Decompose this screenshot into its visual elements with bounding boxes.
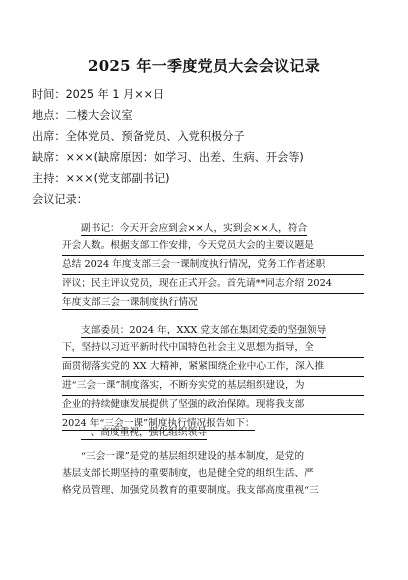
- paragraph-line: 支部委员：2024 年，XXX 党支部在集团党委的坚强领导: [81, 325, 327, 336]
- paragraph-line: 开会人数。根据支部工作安排，今天党员大会的主要议题是: [62, 237, 364, 256]
- paragraph-vice-secretary: [62, 220, 364, 311]
- paragraph-line: 评议；民主评议党员，现在正式开会。首先请**同志介绍 2024: [62, 275, 364, 294]
- paragraph-line: 总结 2024 年度支部三会一课制度执行情况，党务工作者述职: [62, 256, 364, 275]
- paragraph-line: 基层支部长期坚持的重要制度，也是健全党的组织生活、严: [62, 468, 314, 479]
- meeting-attendees: 出席：全体党员、预备党员、入党积极分子: [32, 130, 245, 143]
- meeting-record-label: 会议记录：: [32, 193, 88, 206]
- document-title: 2025 年一季度党员大会会议记录: [87, 57, 321, 75]
- paragraph-line: 企业的持续健康发展提供了坚强的政治保障。现将我支部: [62, 396, 364, 415]
- paragraph-line: 下，坚持以习近平新时代中国特色社会主义思想为指导，全: [62, 339, 364, 358]
- paragraph-line: 年度支部三会一课制度执行情况: [62, 297, 198, 308]
- paragraph-line: 进“三会一课”制度落实，不断夯实党的基层组织建设，为: [62, 377, 364, 396]
- paragraph-three-meetings: [62, 448, 364, 499]
- paragraph-line: “三会一课”是党的基层组织建设的基本制度，是党的: [81, 451, 305, 462]
- meeting-place: 地点：二楼大会议室: [32, 109, 133, 122]
- meeting-time: 时间：2025 年 1 月××日: [32, 88, 165, 101]
- section-heading: 一、高度重视，强化组织领导: [81, 427, 207, 438]
- paragraph-line: 2024 年“三会一课”制度执行情况报告如下：: [62, 418, 255, 429]
- paragraph-committee-member: [62, 322, 364, 432]
- paragraph-line: 副书记：今天开会应到会××人，实到会××人，符合: [81, 223, 308, 234]
- paragraph-line: 面贯彻落实党的 XX 大精神，紧紧围绕企业中心工作，深入推: [62, 358, 364, 377]
- meeting-host: 主持：×××(党支部副书记): [32, 172, 170, 185]
- meeting-absent: 缺席：×××(缺席原因：如学习、出差、生病、开会等): [32, 151, 304, 164]
- paragraph-line: 格党员管理、加强党员教育的重要制度。我支部高度重视“三: [62, 485, 319, 496]
